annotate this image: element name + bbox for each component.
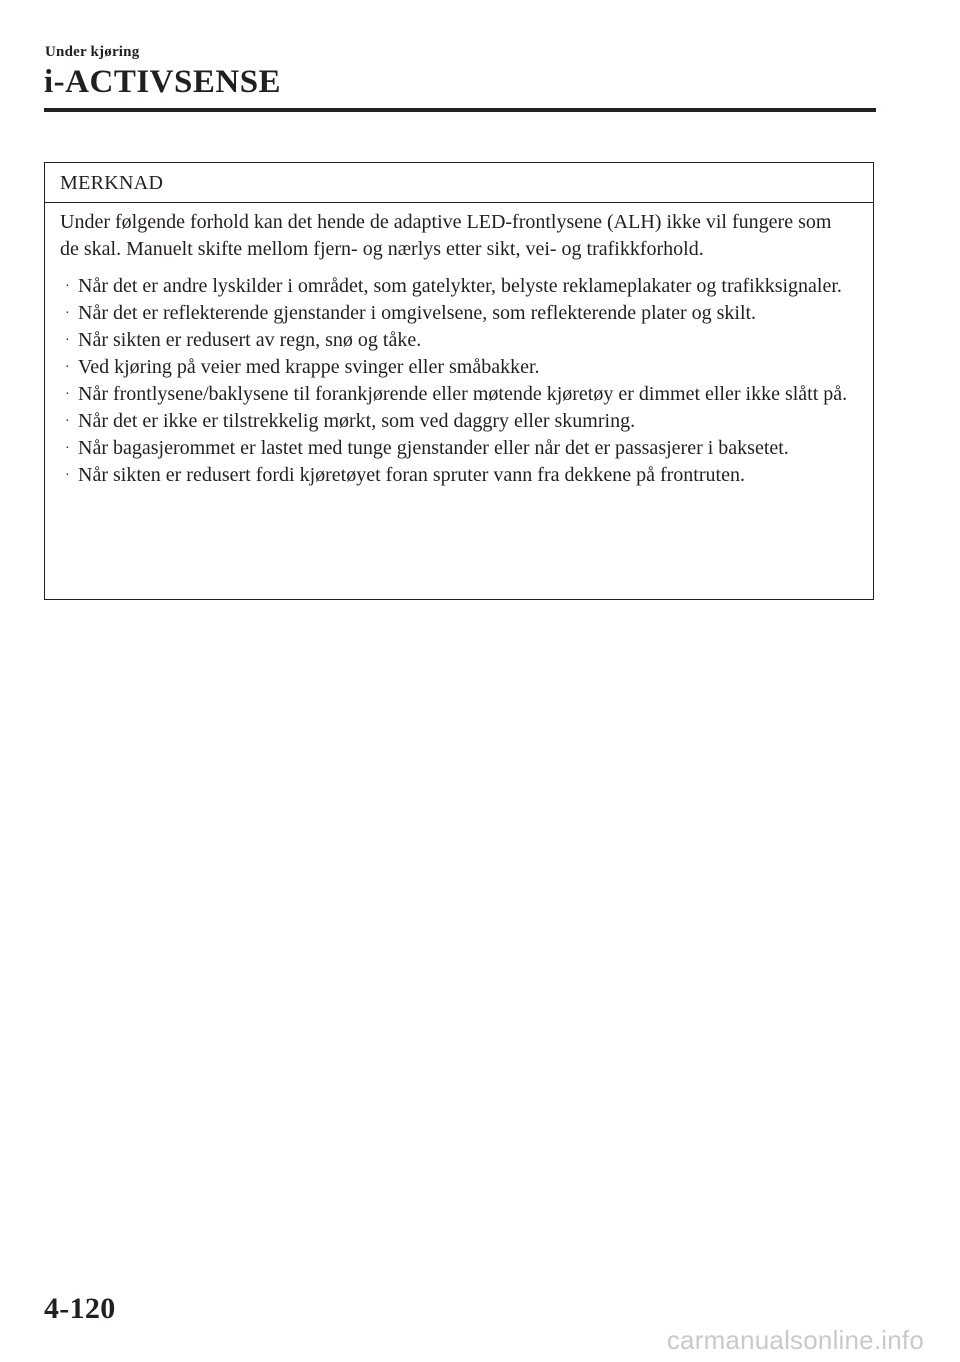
note-body: [45, 203, 873, 489]
list-item-text: Når det er reflekterende gjenstander i omgivelsene, som reflekterende plater og skilt.: [78, 302, 757, 324]
list-item: [60, 354, 855, 381]
note-box: [44, 162, 874, 600]
bullet-icon: ·: [65, 387, 70, 402]
list-item: [60, 327, 855, 354]
section-label: Under kjøring: [45, 44, 140, 60]
note-heading: MERKNAD: [45, 163, 873, 203]
list-item-text: Ved kjøring på veier med krappe svinger eller småbakker.: [78, 356, 540, 378]
list-item-text: Når bagasjerommet er lastet med tunge gjenstander eller når det er passasjerer i baksetet.: [78, 437, 789, 459]
bullet-icon: ·: [65, 414, 70, 429]
title-divider: [44, 108, 876, 112]
bullet-icon: ·: [65, 468, 70, 483]
list-item: [60, 300, 855, 327]
list-item: [60, 273, 855, 300]
list-item-text: Når frontlysene/baklysene til forankjørende eller møtende kjøretøy er dimmet eller ikke slått på.: [78, 383, 848, 405]
bullet-icon: ·: [65, 360, 70, 375]
watermark-text: carmanualsonline.info: [666, 1325, 924, 1355]
chapter-title: i-ACTIVSENSE: [44, 64, 282, 100]
bullet-icon: ·: [65, 333, 70, 348]
list-item-text: Når det er ikke er tilstrekkelig mørkt, som ved daggry eller skumring.: [78, 410, 636, 432]
note-intro: Under følgende forhold kan det hende de adaptive LED-frontlysene (ALH) ikke vil fungere som de skal. Manuelt skifte mellom fjern- og nærlys etter sikt, vei- og trafikkforhold.: [60, 211, 832, 260]
list-item: [60, 462, 855, 489]
list-item-text: Når sikten er redusert av regn, snø og tåke.: [78, 329, 422, 351]
note-list: [60, 273, 855, 489]
page-number: 4-120: [44, 1292, 116, 1325]
bullet-icon: ·: [65, 279, 70, 294]
bullet-icon: ·: [65, 441, 70, 456]
list-item: [60, 381, 855, 408]
bullet-icon: ·: [65, 306, 70, 321]
list-item: [60, 408, 855, 435]
list-item-text: Når det er andre lyskilder i området, som gatelykter, belyste reklameplakater og trafikksignaler.: [78, 275, 842, 297]
list-item-text: Når sikten er redusert fordi kjøretøyet foran spruter vann fra dekkene på frontruten.: [78, 464, 745, 486]
list-item: [60, 435, 855, 462]
